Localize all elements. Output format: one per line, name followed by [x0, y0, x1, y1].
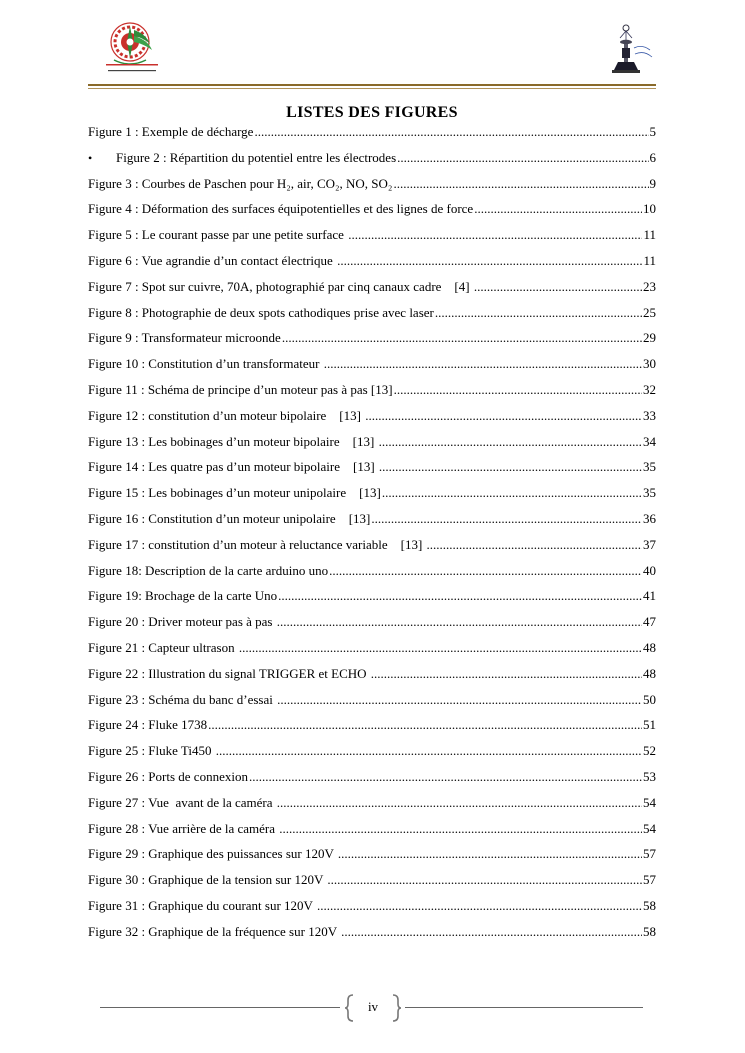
dot-leader: [278, 587, 642, 605]
dot-leader: [329, 562, 642, 580]
figure-entry: [88, 407, 656, 425]
figure-page-number: 33: [643, 407, 656, 423]
figure-page-number: 25: [643, 304, 656, 320]
figure-label: Figure 30 : Graphique de la tension sur 120V: [88, 872, 327, 888]
figure-page-number: 58: [643, 923, 656, 939]
header-rule-thick: [88, 84, 656, 86]
figure-page-number: 54: [643, 820, 656, 836]
figure-label: Figure 9 : Transformateur microonde: [88, 330, 281, 346]
figure-label: Figure 19: Brochage de la carte Uno: [88, 588, 278, 604]
figure-entry: [88, 536, 656, 554]
figure-page-number: 57: [643, 872, 656, 888]
figure-page-number: 53: [643, 769, 656, 784]
figure-label: Figure 31 : Graphique du courant sur 120V: [88, 898, 316, 913]
dot-leader: [341, 923, 642, 941]
header-rule-thin: [88, 88, 656, 89]
figure-page-number: 32: [643, 382, 656, 397]
dot-leader: [365, 407, 642, 425]
figure-label: Figure 8 : Photographie de deux spots cathodiques prise avec laser: [88, 304, 434, 320]
figure-entry: [88, 226, 656, 244]
figure-page-number: 51: [643, 717, 656, 733]
figure-entry: [88, 433, 656, 451]
dot-leader: [277, 794, 642, 812]
figure-label: Figure 27 : Vue avant de la caméra: [88, 794, 276, 810]
figure-entry: [88, 123, 656, 141]
figure-entry: [88, 458, 656, 476]
page-number: iv: [367, 999, 379, 1014]
dot-leader: [427, 536, 642, 554]
figure-entry: [88, 613, 656, 631]
dot-leader: [337, 252, 642, 270]
dot-leader: [348, 226, 642, 244]
figure-page-number: 58: [643, 898, 656, 913]
figure-entry: [88, 716, 656, 734]
dot-leader: [208, 716, 642, 734]
dot-leader: [277, 613, 642, 631]
figure-entry: [88, 149, 656, 167]
figure-entry: [88, 845, 656, 863]
figure-page-number: 37: [643, 536, 656, 552]
tesla-coil-logo-icon: [604, 24, 656, 78]
dot-leader: [254, 123, 648, 141]
figure-entry: [88, 484, 656, 502]
figure-page-number: 5: [649, 124, 656, 139]
dot-leader: [317, 897, 642, 915]
figure-page-number: 11: [643, 227, 656, 243]
figure-label: Figure 22 : Illustration du signal TRIGGER et ECHO: [88, 665, 370, 681]
figure-label: Figure 5 : Le courant passe par une petite surface: [88, 227, 348, 243]
figure-page-number: 54: [643, 794, 656, 810]
dot-leader: [338, 845, 642, 863]
footer-rule-left: [100, 1007, 340, 1008]
figure-label: Figure 24 : Fluke 1738: [88, 717, 208, 733]
figure-label: Figure 3 : Courbes de Paschen pour H₂, air, CO₂, NO, SO₂: [88, 175, 393, 191]
dot-leader: [393, 175, 648, 193]
figure-label: Figure 6 : Vue agrandie d’un contact électrique: [88, 253, 337, 268]
page-header: [0, 0, 745, 95]
dot-leader: [382, 484, 642, 502]
figure-label: Figure 20 : Driver moteur pas à pas: [88, 614, 276, 630]
figure-label: Figure 15 : Les bobinages d’un moteur unipolaire [13]: [88, 485, 381, 501]
figure-page-number: 29: [643, 330, 656, 346]
figure-label: Figure 2 : Répartition du potentiel entre les électrodes: [116, 149, 397, 165]
figure-label: Figure 7 : Spot sur cuivre, 70A, photographié par cinq canaux cadre [4]: [88, 278, 473, 294]
figure-page-number: 11: [643, 253, 656, 268]
figure-entry: [88, 329, 656, 347]
figure-page-number: 48: [643, 640, 656, 655]
dot-leader: [397, 149, 648, 167]
dot-leader: [371, 665, 642, 683]
dot-leader: [239, 639, 642, 657]
dot-leader: [327, 871, 642, 889]
figure-entry: [88, 794, 656, 812]
figure-entry: [88, 278, 656, 296]
figure-entry: [88, 355, 656, 373]
figure-label: Figure 28 : Vue arrière de la caméra: [88, 820, 279, 836]
figure-page-number: 41: [643, 588, 656, 604]
dot-leader: [282, 329, 642, 347]
figure-entry: [88, 304, 656, 322]
figure-label: Figure 4 : Déformation des surfaces équipotentielles et des lignes de force: [88, 201, 474, 217]
dot-leader: [394, 381, 642, 399]
page-title: LISTES DES FIGURES: [286, 104, 458, 121]
figure-entry: [88, 200, 656, 218]
figure-page-number: 50: [643, 691, 656, 707]
figure-entry: [88, 587, 656, 605]
figure-label: Figure 1 : Exemple de décharge: [88, 124, 254, 139]
dot-leader: [277, 691, 642, 709]
figure-entry: [88, 691, 656, 709]
figure-entry: [88, 252, 656, 270]
figure-entry: [88, 923, 656, 941]
figure-label: Figure 13 : Les bobinages d’un moteur bipolaire [13]: [88, 433, 378, 449]
figure-entry: [88, 897, 656, 915]
figure-label: Figure 29 : Graphique des puissances sur 120V: [88, 846, 337, 862]
figure-entry: [88, 871, 656, 889]
figure-label: Figure 14 : Les quatre pas d’un moteur bipolaire [13]: [88, 459, 378, 475]
dot-leader: [474, 278, 642, 296]
footer-rule-right: [405, 1007, 643, 1008]
dot-leader: [324, 355, 642, 373]
dot-leader: [216, 742, 642, 760]
figure-label: Figure 10 : Constitution d’un transformateur: [88, 356, 323, 372]
figure-entry: [88, 639, 656, 657]
figure-page-number: 10: [643, 201, 656, 217]
figure-page-number: 40: [643, 562, 656, 578]
figure-entry: [88, 768, 656, 786]
dot-leader: [371, 510, 642, 528]
figure-page-number: 36: [643, 511, 656, 526]
figure-label: Figure 17 : constitution d’un moteur à reluctance variable [13]: [88, 536, 426, 552]
figure-label: Figure 11 : Schéma de principe d’un moteur pas à pas [13]: [88, 382, 393, 397]
figure-entry: [88, 665, 656, 683]
institute-emblem-icon: [100, 20, 164, 78]
figure-page-number: 35: [643, 485, 656, 501]
figure-label: Figure 23 : Schéma du banc d’essai: [88, 691, 277, 707]
figure-entry: [88, 820, 656, 838]
figure-entry: [88, 562, 656, 580]
footer-page-number: [345, 994, 401, 1022]
figure-label: Figure 32 : Graphique de la fréquence sur 120V: [88, 923, 341, 939]
figure-label: Figure 16 : Constitution d’un moteur unipolaire [13]: [88, 511, 371, 526]
figure-page-number: 47: [643, 614, 656, 630]
dot-leader: [435, 304, 642, 322]
figure-page-number: 48: [643, 665, 656, 681]
figure-page-number: 34: [643, 433, 656, 449]
figure-page-number: 30: [643, 356, 656, 372]
figure-label: Figure 12 : constitution d’un moteur bipolaire [13]: [88, 407, 365, 423]
bullet-icon: •: [88, 150, 93, 165]
figure-entry: [88, 510, 656, 528]
figure-page-number: 57: [643, 846, 656, 862]
figure-label: Figure 18: Description de la carte arduino uno: [88, 562, 329, 578]
dot-leader: [379, 433, 642, 451]
figure-page-number: 23: [643, 278, 656, 294]
figure-entry: [88, 742, 656, 760]
figure-entry: [88, 175, 656, 193]
dot-leader: [474, 200, 642, 218]
dot-leader: [249, 768, 642, 786]
figure-label: Figure 21 : Capteur ultrason: [88, 640, 238, 655]
figure-entry: [88, 381, 656, 399]
figure-page-number: 6: [649, 149, 656, 165]
figure-label: Figure 26 : Ports de connexion: [88, 769, 248, 784]
figure-page-number: 52: [643, 743, 656, 759]
dot-leader: [279, 820, 642, 838]
figure-page-number: 35: [643, 459, 656, 475]
figure-label: Figure 25 : Fluke Ti450: [88, 743, 215, 759]
dot-leader: [379, 458, 642, 476]
figure-page-number: 9: [649, 175, 656, 191]
